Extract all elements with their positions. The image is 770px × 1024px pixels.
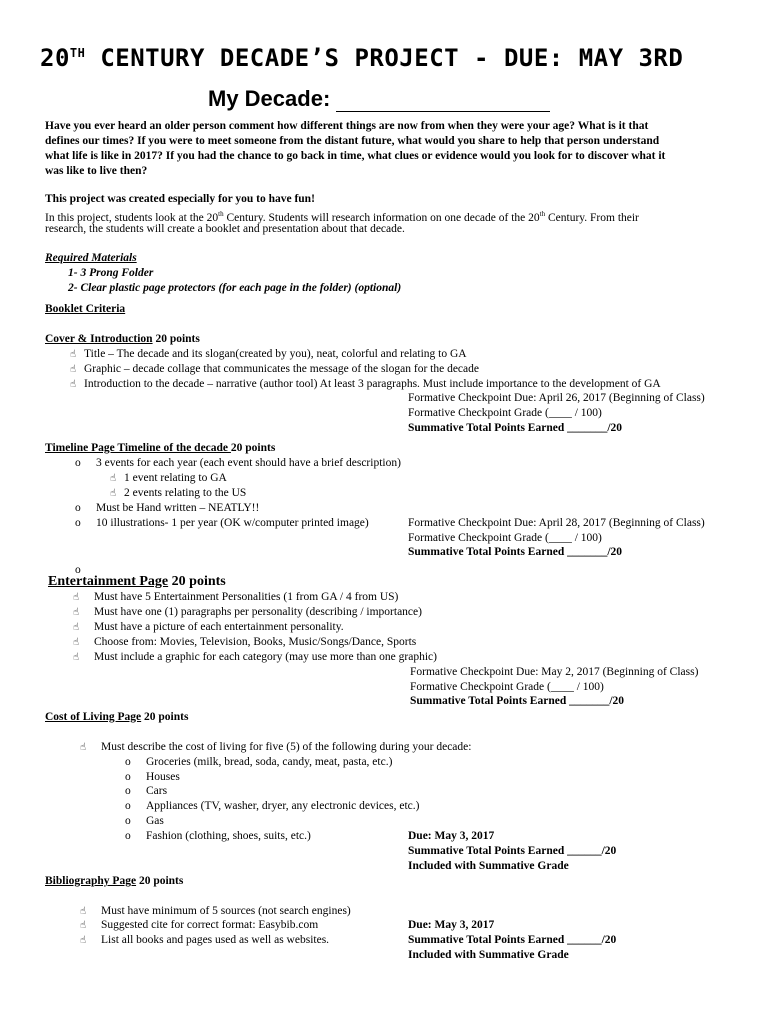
hand-pointer-icon: ☝ xyxy=(73,637,80,648)
hand-pointer-icon: ☝ xyxy=(73,592,80,603)
list-item: ☝ Must have one (1) paragraphs per personality (describing / importance) xyxy=(73,606,422,618)
hand-pointer-icon: ☝ xyxy=(80,920,87,931)
hand-pointer-icon: ☝ xyxy=(70,364,77,375)
list-subitem: o Gas xyxy=(125,815,164,827)
list-subitem: o Appliances (TV, washer, dryer, any electronic devices, etc.) xyxy=(125,800,420,812)
list-item: ☝ Must describe the cost of living for five (5) of the following during your decade: xyxy=(80,741,472,753)
list-subitem: o Cars xyxy=(125,785,168,797)
checkpoint-due: Formative Checkpoint Due: April 26, 2017 (Beginning of Class) xyxy=(408,392,705,404)
list-item: ☝ Must have minimum of 5 sources (not search engines) xyxy=(80,905,351,917)
list-item: o 10 illustrations- 1 per year (OK w/computer printed image) xyxy=(75,517,369,529)
due-date: Due: May 3, 2017 xyxy=(408,919,495,931)
page-title: 20TH CENTURY DECADE’S PROJECT - DUE: MAY 3RD xyxy=(40,44,684,72)
list-subitem: o Groceries (milk, bread, soda, candy, meat, pasta, etc.) xyxy=(125,756,393,768)
decade-line xyxy=(208,86,550,112)
materials-item: 1- 3 Prong Folder xyxy=(68,267,154,279)
list-subitem: o Fashion (clothing, shoes, suits, etc.) xyxy=(125,830,311,842)
checkpoint-grade: Formative Checkpoint Grade (____ / 100) xyxy=(410,681,604,693)
timeline-heading: Timeline Page Timeline of the decade 20 points xyxy=(45,442,276,454)
list-item: o Must be Hand written – NEATLY!! xyxy=(75,502,260,514)
list-item: ☝ Must have 5 Entertainment Personalities (1 from GA / 4 from US) xyxy=(73,591,399,603)
hand-pointer-icon: ☝ xyxy=(73,622,80,633)
list-item: ☝ Choose from: Movies, Television, Books, Music/Songs/Dance, Sports xyxy=(73,636,417,648)
summative-points: Summative Total Points Earned _______/20 xyxy=(408,422,623,434)
hand-pointer-icon: ☝ xyxy=(80,742,87,753)
hand-pointer-icon: ☝ xyxy=(110,473,117,484)
due-date: Due: May 3, 2017 xyxy=(408,830,495,842)
materials-item: 2- Clear plastic page protectors (for each page in the folder) (optional) xyxy=(68,282,402,294)
intro-line: defines our times? If you were to meet someone from the distant future, what would you share to help that person understand xyxy=(45,135,660,147)
summative-points: Summative Total Points Earned ______/20 xyxy=(408,845,617,857)
list-subitem: o Houses xyxy=(125,771,180,783)
checkpoint-due: Formative Checkpoint Due: May 2, 2017 (Beginning of Class) xyxy=(410,666,699,678)
checkpoint-due: Formative Checkpoint Due: April 28, 2017 (Beginning of Class) xyxy=(408,517,705,529)
summative-points: Summative Total Points Earned _______/20 xyxy=(410,695,625,707)
empty-bullet: o xyxy=(75,564,81,576)
hand-pointer-icon: ☝ xyxy=(70,349,77,360)
list-item: ☝ Graphic – decade collage that communicates the message of the slogan for the decade xyxy=(70,363,479,375)
hand-pointer-icon: ☝ xyxy=(110,488,117,499)
list-item: ☝ Suggested cite for correct format: Easybib.com xyxy=(80,919,319,931)
hand-pointer-icon: ☝ xyxy=(80,935,87,946)
list-item: o 3 events for each year (each event should have a brief description) xyxy=(75,457,401,469)
decade-blank xyxy=(336,95,550,112)
summative-points: Summative Total Points Earned ______/20 xyxy=(408,934,617,946)
hand-pointer-icon: ☝ xyxy=(70,379,77,390)
materials-heading: Required Materials xyxy=(45,252,137,264)
cover-heading: Cover & Introduction 20 points xyxy=(45,333,200,345)
list-subitem: ☝ 2 events relating to the US xyxy=(110,487,247,499)
booklet-heading: Booklet Criteria xyxy=(45,303,126,315)
summative-points: Summative Total Points Earned _______/20 xyxy=(408,546,623,558)
intro-line: what life is like in 2017? If you had the chance to go back in time, what clues or evidence would you look for to discover what it xyxy=(45,150,666,162)
hand-pointer-icon: ☝ xyxy=(73,652,80,663)
cost-of-living-heading: Cost of Living Page 20 points xyxy=(45,711,189,723)
included-note: Included with Summative Grade xyxy=(408,949,569,961)
bibliography-heading: Bibliography Page 20 points xyxy=(45,875,184,887)
intro-line: was like to live then? xyxy=(45,165,148,177)
intro-line: Have you ever heard an older person comment how different things are now from when they were your age? What is it that xyxy=(45,120,649,132)
included-note: Included with Summative Grade xyxy=(408,860,569,872)
desc-line: In this project, students look at the 20th Century. Students will research information on one decade of the 20th Century. From their xyxy=(45,210,639,224)
list-subitem: ☝ 1 event relating to GA xyxy=(110,472,227,484)
list-item: ☝ Title – The decade and its slogan(created by you), neat, colorful and relating to GA xyxy=(70,348,467,360)
hand-pointer-icon: ☝ xyxy=(80,906,87,917)
desc-line: research, the students will create a booklet and presentation about that decade. xyxy=(45,223,405,235)
checkpoint-grade: Formative Checkpoint Grade (____ / 100) xyxy=(408,532,602,544)
subtitle: My Decade: xyxy=(208,86,331,111)
list-item: ☝ Introduction to the decade – narrative (author tool) At least 3 paragraphs. Must include importance to the development of GA xyxy=(70,378,661,390)
entertainment-heading: Entertainment Page 20 points xyxy=(48,574,226,589)
hand-pointer-icon: ☝ xyxy=(73,607,80,618)
list-item: ☝ Must include a graphic for each category (may use more than one graphic) xyxy=(73,651,437,663)
checkpoint-grade: Formative Checkpoint Grade (____ / 100) xyxy=(408,407,602,419)
list-item: ☝ List all books and pages used as well as websites. xyxy=(80,934,330,946)
fun-line: This project was created especially for you to have fun! xyxy=(45,193,315,205)
list-item: ☝ Must have a picture of each entertainment personality. xyxy=(73,621,344,633)
